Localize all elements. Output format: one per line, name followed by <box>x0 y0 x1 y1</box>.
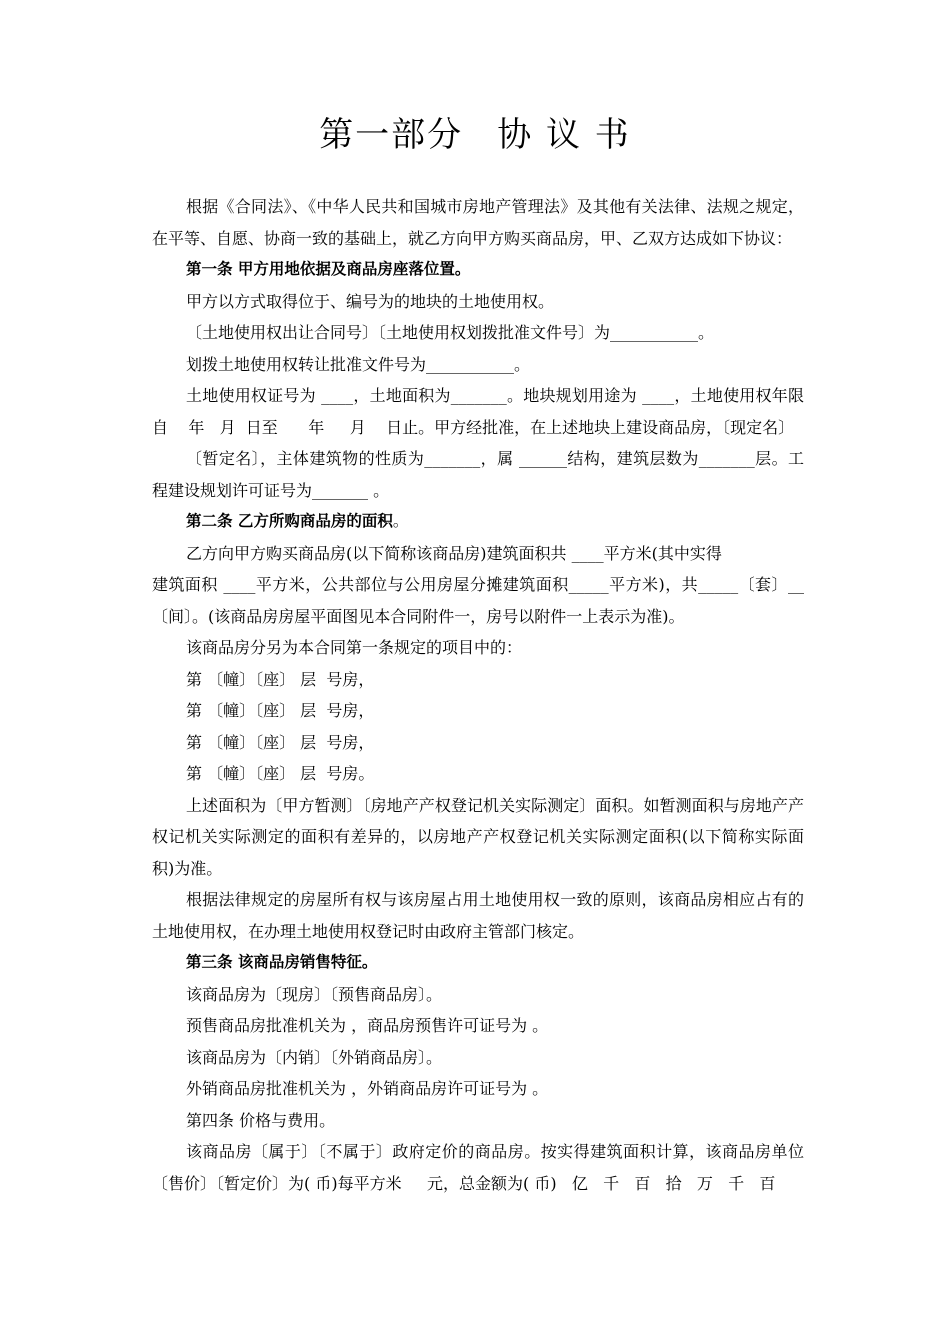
title-part: 第一部分 <box>319 115 464 155</box>
article-2-heading <box>152 506 804 538</box>
article-2-para-1-line-1: 乙方向甲方购买商品房(以下简称该商品房)建筑面积共 ____平方米(其中实得 <box>186 543 722 563</box>
article-4-heading: 第四条 价格与费用。 <box>186 1110 336 1130</box>
room-line: 第 〔幢〕〔座〕 层 号房。 <box>186 764 375 783</box>
article-3-heading: 第三条 该商品房销售特征。 <box>186 953 378 971</box>
article-1-para-5: 〔暂定名〕，主体建筑物的性质为_______，属 ______结构，建筑层数为_______层。工程建设规划许可证号为_______ 。 <box>152 449 804 500</box>
title-name: 协 议 书 <box>497 115 631 155</box>
article-3-para-1: 该商品房为〔现房〕〔预售商品房〕。 <box>186 984 443 1004</box>
article-1-para-4: 土地使用权证号为 ____，土地面积为_______。地块规划用途为 ____，土地使用权年限自 年 月 日至 年 月 日止。甲方经批准，在上述地块上建设商品房，〔现定名〕 <box>152 386 804 437</box>
article-3-para-3: 该商品房为〔内销〕〔外销商品房〕。 <box>186 1047 443 1067</box>
article-1-para-1: 甲方以方式取得位于、编号为的地块的土地使用权。 <box>186 291 555 311</box>
article-2-para-1-rest: 建筑面积 ____平方米，公共部位与公用房屋分摊建筑面积_____平方米)，共_____〔套〕__〔间〕。(该商品房房屋平面图见本合同附件一，房号以附件一上表示为准)。 <box>152 575 804 626</box>
article-2-heading-end: 。 <box>392 512 409 530</box>
article-1-para-3: 划拨土地使用权转让批准文件号为___________。 <box>186 354 531 374</box>
article-3-para-2: 预售商品房批准机关为 ，商品房预售许可证号为 。 <box>186 1016 549 1035</box>
document-body <box>152 191 804 1199</box>
room-line: 第 〔幢〕〔座〕 层 号房， <box>186 701 375 720</box>
article-1-para-2: 〔土地使用权出让合同号〕〔土地使用权划拨批准文件号〕为___________。 <box>186 323 715 342</box>
article-2-para-2: 该商品房分另为本合同第一条规定的项目中的： <box>186 638 523 657</box>
page-title <box>0 112 950 158</box>
room-line: 第 〔幢〕〔座〕 层 号房， <box>186 669 375 689</box>
article-2-heading-text: 第二条 乙方所购商品房的面积 <box>186 512 393 530</box>
article-4-para-1: 该商品房〔属于〕〔不属于〕政府定价的商品房。按实得建筑面积计算，该商品房单位〔售价〕〔暂定价〕为( 币)每平方米 元，总金额为( 币) 亿 千 百 拾 万 千 百 <box>152 1142 804 1193</box>
article-3-para-4: 外销商品房批准机关为 ，外销商品房许可证号为 。 <box>186 1079 549 1098</box>
article-2-para-3: 上述面积为〔甲方暂测〕〔房地产产权登记机关实际测定〕面积。如暂测面积与房地产产权记机关实际测定的面积有差异的，以房地产产权登记机关实际测定面积(以下简称实际面积)为准。 <box>152 795 804 878</box>
intro-paragraph: 根据《合同法》、《中华人民共和国城市房地产管理法》及其他有关法律、法规之规定，在平等、自愿、协商一致的基础上，就乙方向甲方购买商品房，甲、乙双方达成如下协议： <box>152 197 804 248</box>
room-line: 第 〔幢〕〔座〕 层 号房， <box>186 732 375 752</box>
article-2-para-4: 根据法律规定的房屋所有权与该房屋占用土地使用权一致的原则，该商品房相应占有的土地使用权，在办理土地使用权登记时由政府主管部门核定。 <box>152 890 804 941</box>
article-1-heading: 第一条 甲方用地依据及商品房座落位置。 <box>186 260 471 278</box>
